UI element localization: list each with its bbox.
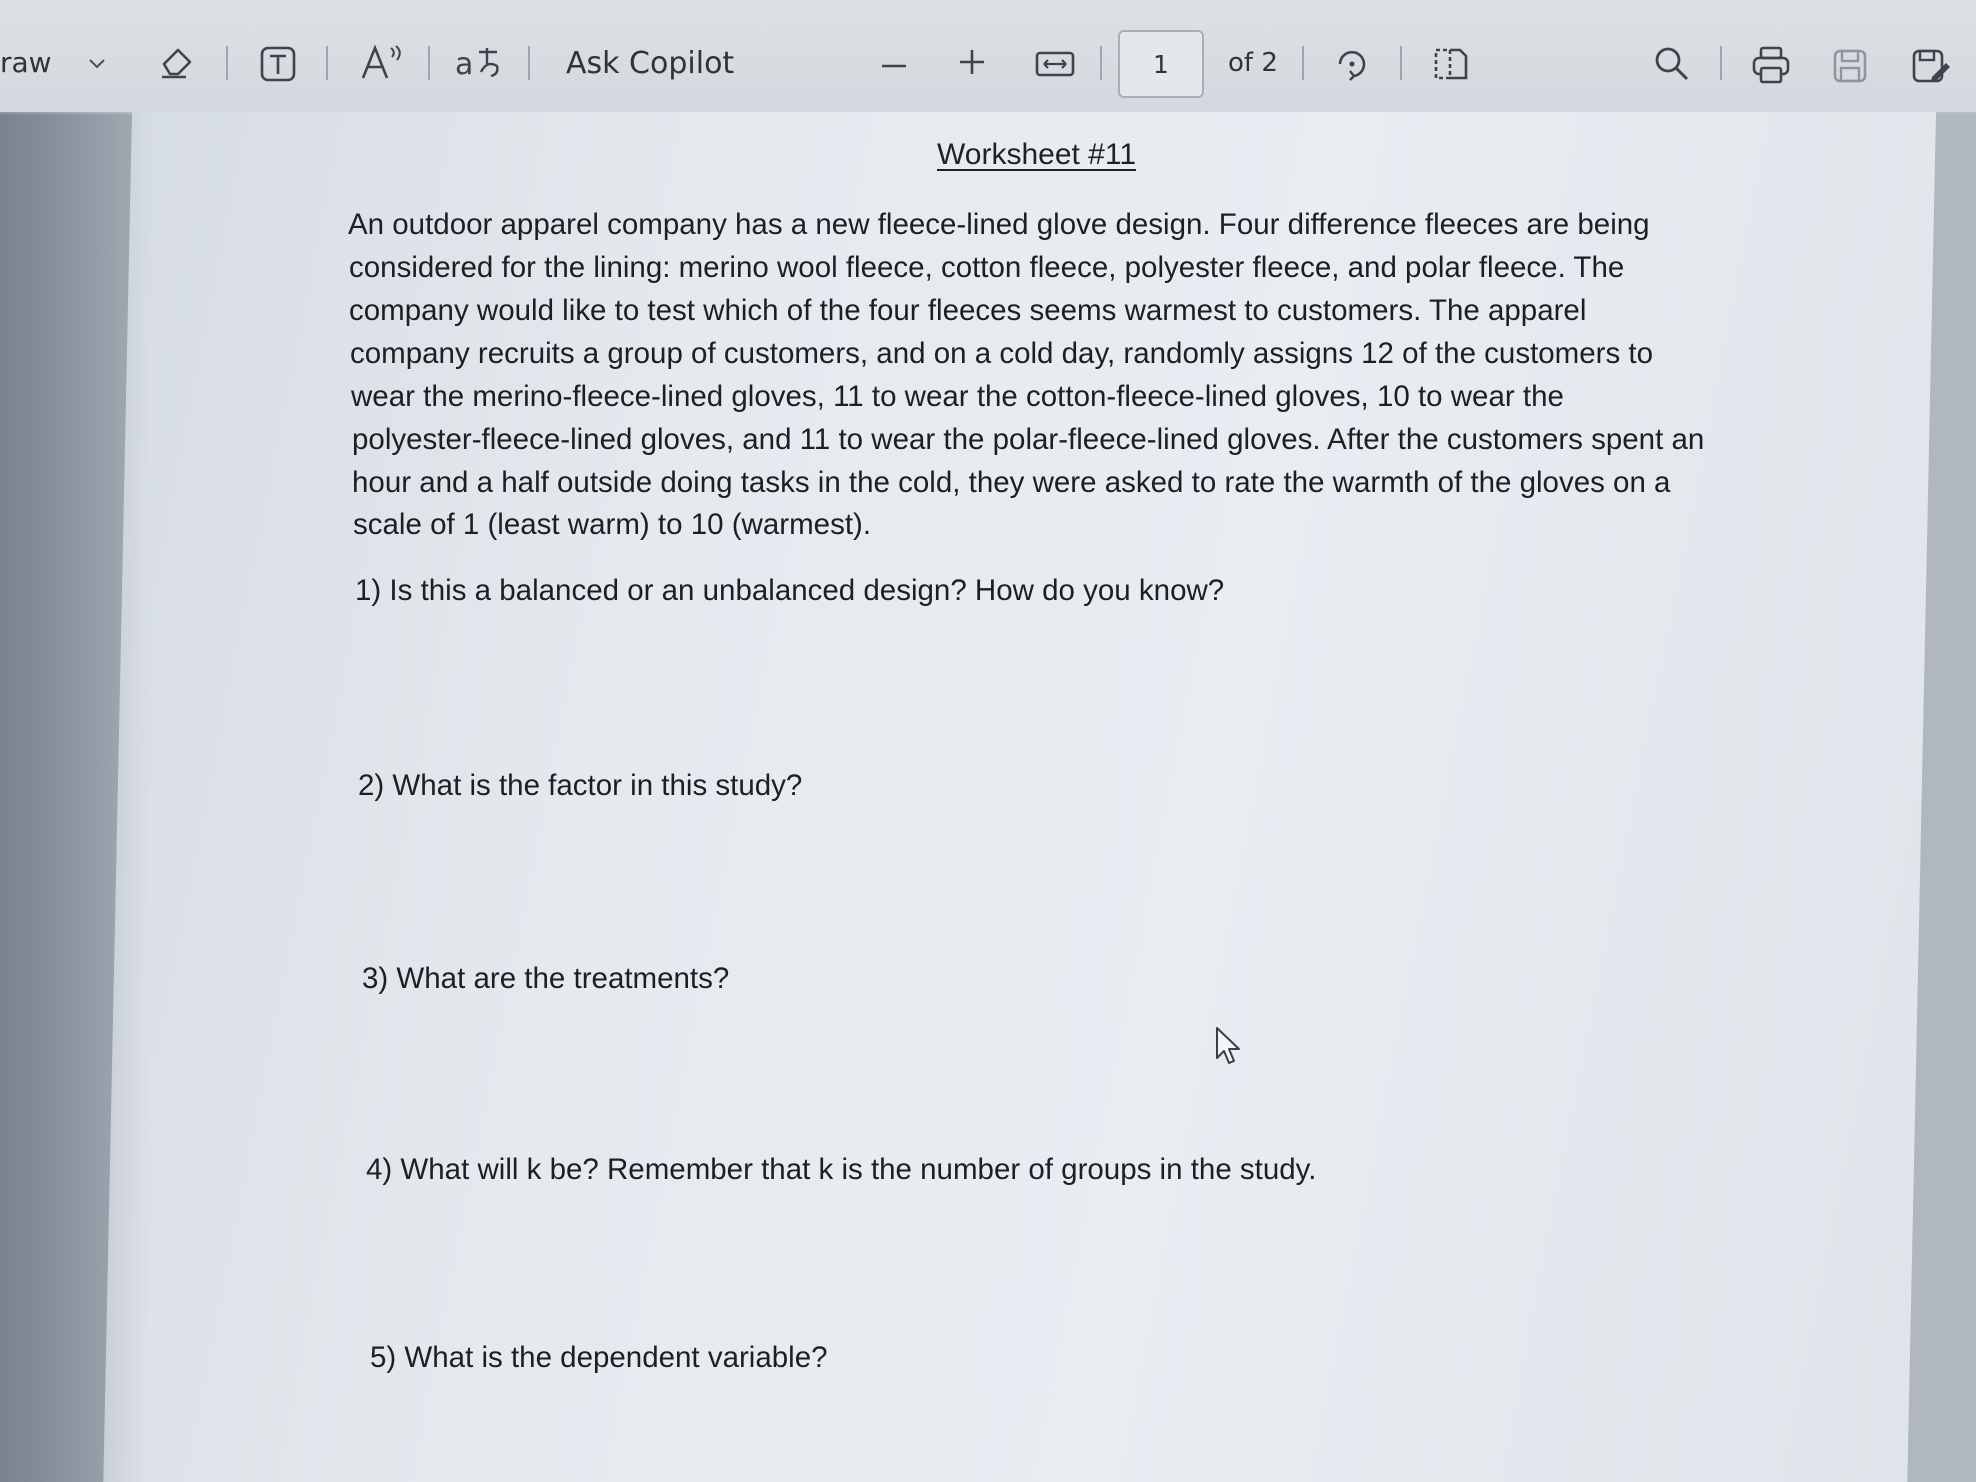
fit-width-icon[interactable] [1032, 44, 1078, 84]
toolbar-divider [528, 46, 530, 80]
toolbar-divider [226, 46, 228, 80]
page-number-input[interactable] [1118, 30, 1204, 98]
save-icon[interactable] [1828, 44, 1872, 88]
page-number-value: 1 [1153, 49, 1169, 79]
paragraph-line: scale of 1 (least warm) to 10 (warmest). [353, 508, 872, 541]
paragraph-line: company recruits a group of customers, and on a cold day, randomly assigns 12 of the customers to [350, 337, 1654, 370]
paragraph-line: polyester-fleece-lined gloves, and 11 to wear the polar-fleece-lined gloves. After the customers spent an [352, 423, 1705, 456]
page-view-icon[interactable] [1428, 42, 1474, 86]
toolbar-divider [1400, 46, 1402, 80]
translate-icon[interactable] [452, 40, 504, 84]
svg-text:a: a [455, 47, 474, 82]
toolbar-divider [1302, 46, 1304, 80]
minus-icon[interactable] [876, 48, 912, 84]
eraser-icon[interactable] [154, 40, 198, 84]
question-2: 2) What is the factor in this study? [358, 769, 803, 802]
search-icon[interactable] [1650, 42, 1694, 86]
plus-icon[interactable] [954, 44, 990, 80]
question-4: 4) What will k be? Remember that k is the number of groups in the study. [366, 1153, 1317, 1186]
question-5: 5) What is the dependent variable? [370, 1341, 828, 1374]
toolbar-divider [1100, 46, 1102, 80]
text-box-icon[interactable] [256, 42, 300, 86]
chevron-down-icon[interactable] [84, 54, 110, 74]
rotate-icon[interactable] [1330, 42, 1374, 86]
toolbar-divider [326, 46, 328, 80]
toolbar [0, 0, 1976, 114]
toolbar-divider [1720, 46, 1722, 80]
read-aloud-icon[interactable] [358, 40, 408, 84]
paragraph-line: hour and a half outside doing tasks in the cold, they were asked to rate the warmth of the gloves on a [352, 466, 1671, 499]
question-3: 3) What are the treatments? [362, 962, 730, 995]
ask-copilot-button[interactable]: Ask Copilot [566, 46, 735, 81]
paragraph-line: company would like to test which of the four fleeces seems warmest to customers. The apparel [349, 294, 1587, 327]
mouse-pointer-icon [1214, 1026, 1244, 1070]
save-as-icon[interactable] [1908, 44, 1954, 88]
page-total-label: of 2 [1228, 48, 1278, 78]
worksheet-title: Worksheet #11 [937, 138, 1136, 171]
paragraph-line: wear the merino-fleece-lined gloves, 11 to wear the cotton-fleece-lined gloves, 10 to wear the [351, 380, 1564, 413]
print-icon[interactable] [1748, 42, 1794, 88]
question-1: 1) Is this a balanced or an unbalanced design? How do you know? [355, 574, 1225, 607]
paragraph-line: considered for the lining: merino wool fleece, cotton fleece, polyester fleece, and polar fleece. The [349, 251, 1625, 284]
draw-label[interactable]: raw [0, 46, 52, 79]
toolbar-divider [428, 46, 430, 80]
paragraph-line: An outdoor apparel company has a new fleece-lined glove design. Four difference fleeces are being [348, 208, 1650, 241]
